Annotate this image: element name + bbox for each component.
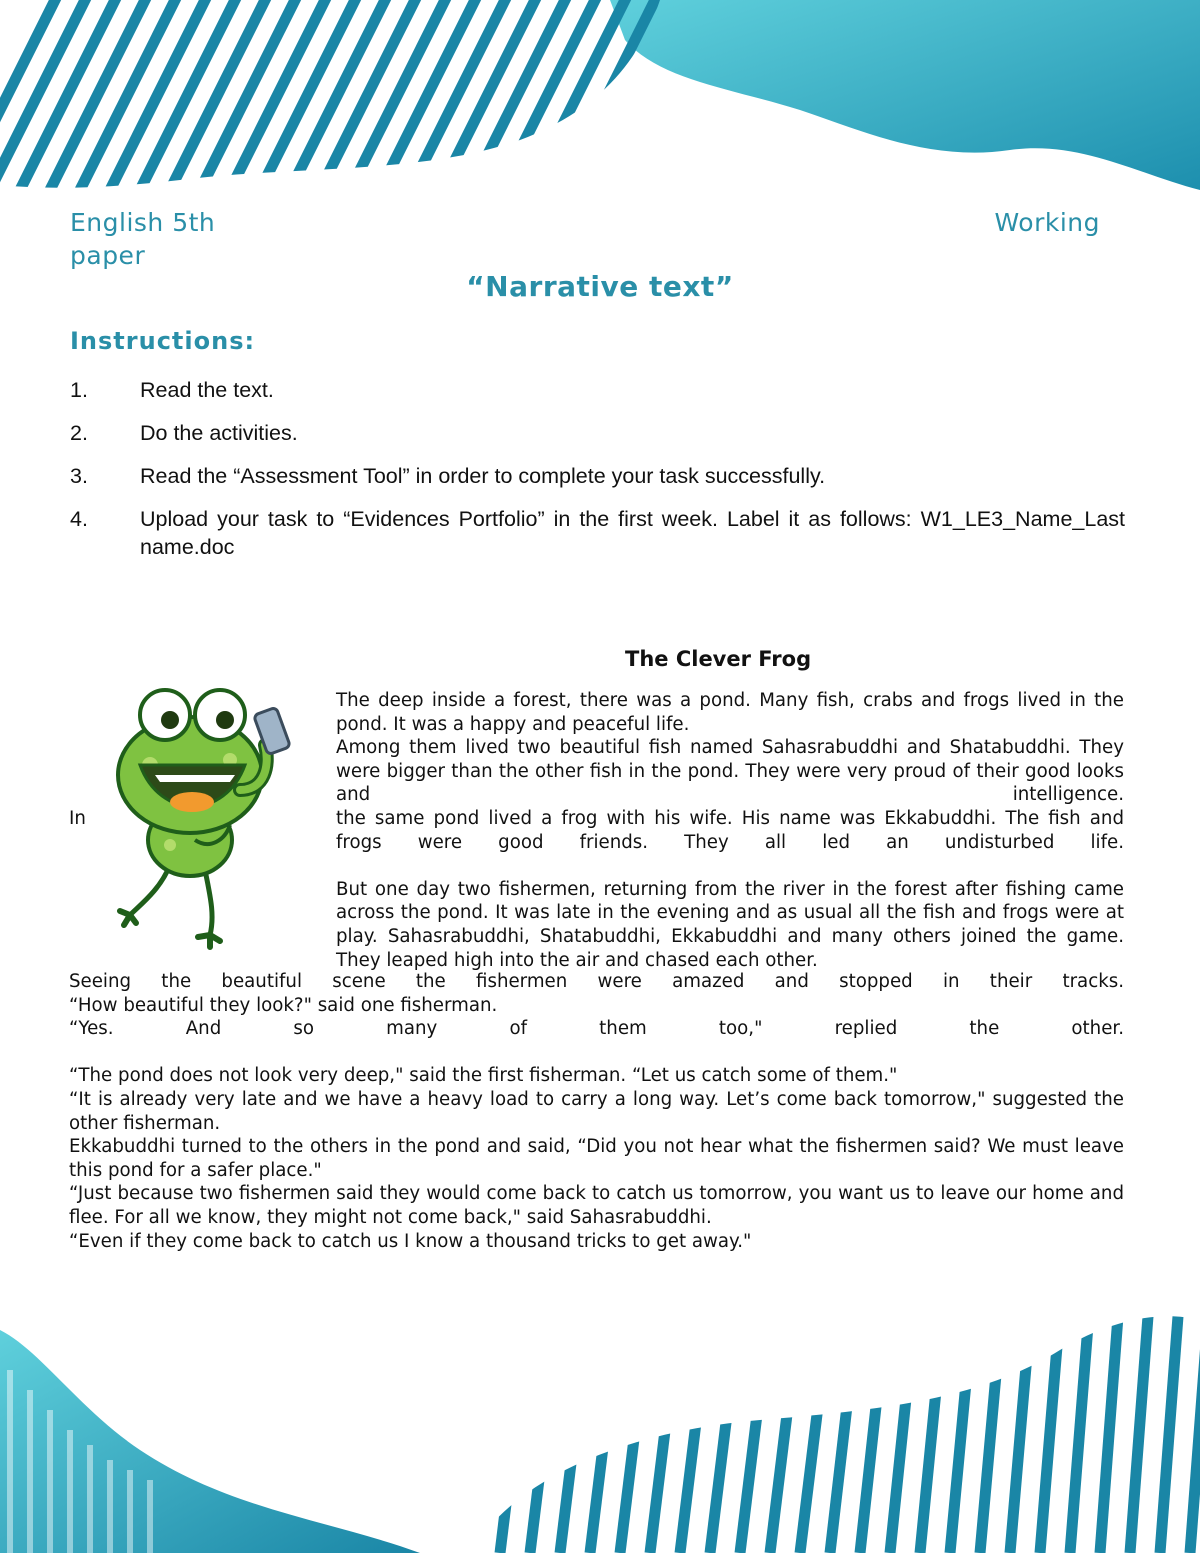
instruction-item bbox=[70, 419, 1125, 447]
frog-illustration bbox=[100, 670, 320, 960]
subject-line-1: English 5th bbox=[70, 208, 216, 237]
story-paragraph: Among them lived two beautiful fish named Sahasrabuddhi and Shatabuddhi. They were bigger than the other fish in the pond. They were very proud of their good looks and intelligence. bbox=[336, 737, 1124, 806]
instruction-text: Do the activities. bbox=[140, 421, 298, 445]
bottom-wave-decoration bbox=[0, 1290, 1200, 1553]
instruction-item bbox=[70, 505, 1125, 561]
story-paragraph: “Just because two fishermen said they would come back to catch us tomorrow, you want us to leave our home and flee. For all we know, they might not come back," said Sahasrabuddhi. bbox=[69, 1183, 1124, 1228]
instruction-number: 2. bbox=[70, 421, 88, 445]
instruction-text: Read the text. bbox=[140, 378, 274, 402]
instructions-list bbox=[70, 376, 1125, 576]
story-paragraph: “The pond does not look very deep," said the first fisherman. “Let us catch some of them." bbox=[69, 1065, 898, 1087]
story-in-word: In bbox=[69, 808, 86, 829]
story-paragraph: “Yes. And so many of them too," replied the other. bbox=[69, 1018, 1124, 1040]
subject-line-2: paper bbox=[70, 241, 146, 270]
instruction-item bbox=[70, 376, 1125, 404]
instruction-text: Upload your task to “Evidences Portfolio” in the first week. Label it as follows: W1_LE3_Name_Last name.doc bbox=[140, 507, 1125, 559]
subject-label bbox=[70, 206, 215, 272]
page-title: “Narrative text” bbox=[466, 270, 734, 303]
story-paragraph: “Even if they come back to catch us I know a thousand tricks to get away." bbox=[69, 1230, 752, 1252]
top-wave-decoration bbox=[0, 0, 1200, 200]
instruction-number: 4. bbox=[70, 507, 88, 531]
story-paragraph: But one day two fishermen, returning from the river in the forest after fishing came across the pond. It was late in the evening and as usual all the fish and frogs were at play. Sahasrabuddhi, Shatabuddhi, Ekkabuddhi and many others joined the game. They leaped high into the air and chased each other. bbox=[336, 878, 1124, 971]
story-paragraph: The deep inside a forest, there was a pond. Many fish, crabs and frogs lived in the pond. It was a happy and peaceful life. bbox=[336, 690, 1124, 735]
instruction-number: 1. bbox=[70, 378, 88, 402]
story-paragraph: the same pond lived a frog with his wife. His name was Ekkabuddhi. The fish and frogs were good friends. They all led an undisturbed life. bbox=[336, 807, 1124, 853]
working-label: Working bbox=[994, 208, 1100, 237]
instruction-number: 3. bbox=[70, 464, 88, 488]
story-paragraph: “It is already very late and we have a heavy load to carry a long way. Let’s come back tomorrow," suggested the other fisherman. bbox=[69, 1088, 1124, 1134]
story-full-width bbox=[69, 970, 1124, 1253]
story-title: The Clever Frog bbox=[625, 647, 812, 671]
story-paragraph: Seeing the beautiful scene the fishermen were amazed and stopped in their tracks. bbox=[69, 971, 1124, 992]
instructions-heading: Instructions: bbox=[70, 327, 256, 355]
story-paragraph: Ekkabuddhi turned to the others in the pond and said, “Did you not hear what the fishermen said? We must leave this pond for a safer place." bbox=[69, 1136, 1124, 1181]
instruction-text: Read the “Assessment Tool” in order to complete your task successfully. bbox=[140, 464, 826, 488]
story-paragraph: “How beautiful they look?" said one fisherman. bbox=[69, 994, 498, 1016]
story-right-column bbox=[336, 689, 1124, 972]
instruction-item bbox=[70, 462, 1125, 490]
